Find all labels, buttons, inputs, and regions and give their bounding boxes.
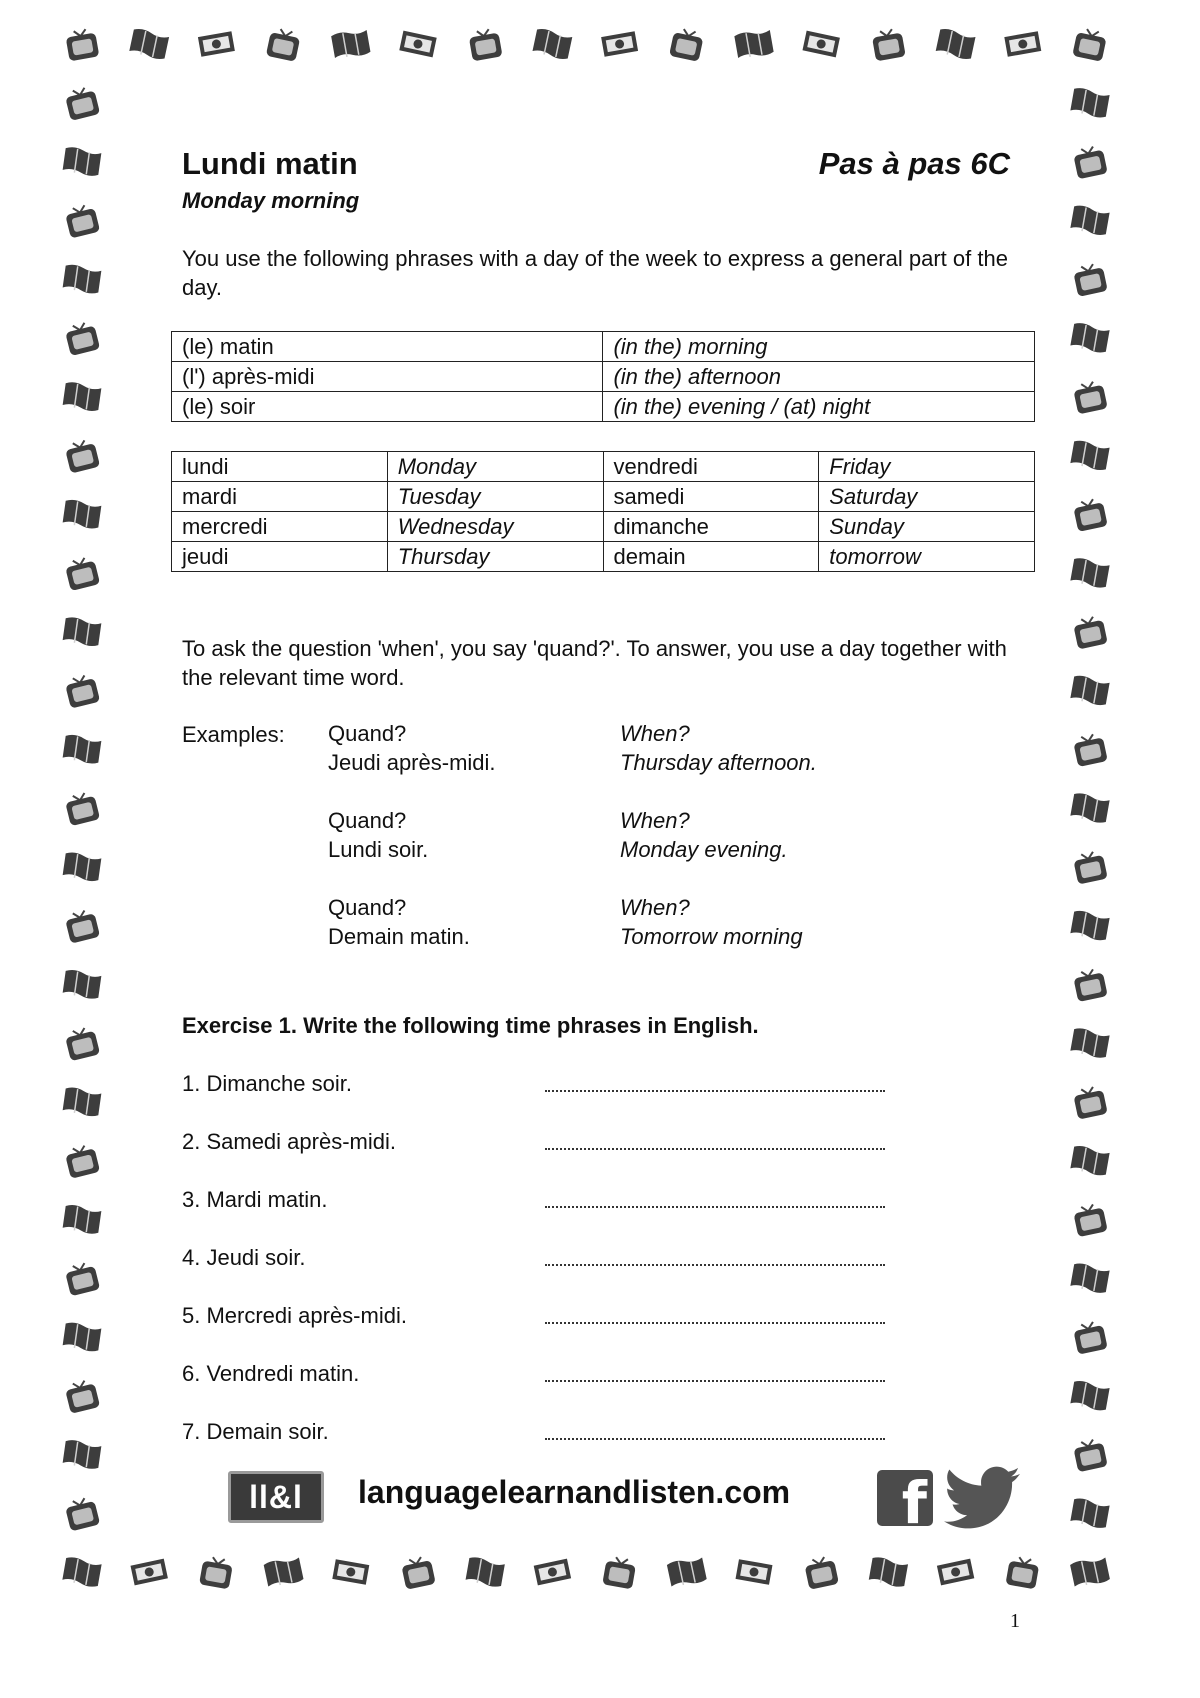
flag-icon (62, 1204, 101, 1235)
table-row (172, 392, 1035, 422)
french-cell: mardi (172, 482, 388, 512)
tv-icon (199, 1556, 234, 1590)
flag-icon (62, 381, 101, 412)
french-cell: samedi (603, 482, 819, 512)
tv-icon (64, 908, 100, 943)
example-question: When? (620, 808, 690, 833)
table-row (172, 362, 1035, 392)
banknote-icon (736, 1559, 773, 1585)
french-cell: mercredi (172, 512, 388, 542)
banknote-icon (1004, 31, 1041, 57)
tv-icon (1005, 1556, 1040, 1590)
flag-icon (1070, 204, 1110, 236)
example-answer: Tomorrow morning (620, 924, 803, 949)
french-cell: demain (603, 542, 819, 572)
tv-icon (64, 791, 100, 826)
flag-icon (1070, 322, 1110, 354)
banknote-icon (534, 1559, 571, 1586)
tv-icon (64, 1496, 100, 1531)
french-cell: (l') après-midi (172, 362, 603, 392)
facebook-letter: f (901, 1470, 927, 1526)
tv-icon (1072, 1320, 1107, 1355)
flag-icon (62, 1086, 101, 1117)
example-answer: Demain matin. (328, 924, 470, 949)
flag-icon (1070, 1497, 1110, 1529)
table-row (172, 332, 1035, 362)
example-question: When? (620, 721, 690, 746)
banknote-icon (601, 31, 638, 57)
banknote-icon (198, 31, 235, 57)
english-cell: Tuesday (387, 482, 603, 512)
french-cell: jeudi (172, 542, 388, 572)
english-cell: Monday (387, 452, 603, 482)
english-cell: Saturday (819, 482, 1035, 512)
tv-icon (468, 28, 503, 62)
flag-icon (62, 1322, 101, 1353)
flag-icon (62, 499, 101, 530)
exercise-item: 3. Mardi matin. (182, 1187, 328, 1212)
flag-icon (1070, 439, 1110, 471)
flag-icon (465, 1556, 505, 1588)
table-row (172, 512, 1035, 542)
tv-icon (871, 28, 906, 62)
tv-icon (64, 438, 100, 473)
english-cell: (in the) morning (603, 332, 1035, 362)
french-cell: lundi (172, 452, 388, 482)
flag-icon (62, 969, 101, 1000)
answer-line[interactable] (545, 1206, 885, 1208)
intro-text: You use the following phrases with a day of the week to express a general part of the day. (182, 246, 1008, 300)
tv-icon (65, 28, 100, 62)
french-cell: vendredi (603, 452, 819, 482)
flag-icon (62, 734, 101, 765)
tv-icon (1072, 380, 1107, 415)
tv-icon (804, 1555, 839, 1590)
flag-icon (331, 28, 371, 60)
example-french (328, 719, 496, 777)
flag-icon (1070, 1556, 1111, 1589)
flag-icon (666, 1556, 707, 1589)
flag-icon (1070, 1380, 1110, 1412)
examples-label: Examples: (182, 722, 285, 747)
tv-icon (1072, 850, 1107, 885)
tv-icon (1072, 27, 1107, 62)
example-french (328, 806, 428, 864)
days-table (171, 451, 1035, 572)
tv-icon (64, 673, 100, 708)
flag-icon (1070, 1145, 1110, 1177)
example-english (620, 893, 803, 951)
english-cell: (in the) evening / (at) night (603, 392, 1035, 422)
flag-icon (1070, 557, 1110, 589)
site-url[interactable]: languagelearnandlisten.com (358, 1474, 791, 1510)
tv-icon (1072, 1438, 1107, 1473)
table-row (172, 452, 1035, 482)
example-question: Quand? (328, 808, 407, 833)
banknote-icon (399, 31, 436, 58)
english-cell: Wednesday (387, 512, 603, 542)
flag-icon (532, 28, 573, 61)
exercise-item: 2. Samedi après-midi. (182, 1129, 396, 1154)
page-title: Lundi matin (182, 146, 358, 181)
answer-line[interactable] (545, 1264, 885, 1266)
tv-icon (64, 86, 100, 121)
flag-icon (129, 28, 170, 61)
example-answer: Thursday afternoon. (620, 750, 817, 775)
site-logo: ll&l (228, 1471, 324, 1523)
english-cell: Friday (819, 452, 1035, 482)
flag-icon (62, 146, 101, 177)
exercise-heading: Exercise 1. Write the following time phrases in English. (182, 1013, 759, 1038)
flag-icon (62, 616, 101, 647)
english-cell: Thursday (387, 542, 603, 572)
flag-icon (868, 1556, 908, 1588)
exercise-item: 7. Demain soir. (182, 1419, 329, 1444)
tv-icon (1072, 262, 1107, 297)
tv-icon (64, 321, 100, 356)
tv-icon (1072, 1203, 1107, 1238)
banknote-icon (130, 1559, 167, 1586)
flag-icon (62, 264, 101, 295)
tv-icon (1072, 145, 1107, 180)
example-question: Quand? (328, 895, 407, 920)
lesson-code: Pas à pas 6C (818, 146, 1010, 181)
flag-icon (1070, 792, 1110, 824)
answer-line[interactable] (545, 1148, 885, 1150)
table-row (172, 542, 1035, 572)
example-answer: Lundi soir. (328, 837, 429, 862)
flag-icon (1070, 675, 1110, 707)
facebook-icon[interactable] (877, 1470, 933, 1526)
answer-line[interactable] (545, 1438, 885, 1440)
example-french (328, 893, 470, 951)
tv-icon (1072, 615, 1107, 650)
question-explanation: To ask the question 'when', you say 'quand?'. To answer, you use a day together with the relevant time word. (182, 636, 1007, 690)
exercise-item: 5. Mercredi après-midi. (182, 1303, 407, 1328)
tv-icon (266, 27, 301, 62)
flag-icon (1070, 87, 1110, 119)
page-number: 1 (1010, 1610, 1020, 1632)
banknote-icon (802, 31, 839, 58)
example-english (620, 806, 788, 864)
tv-icon (64, 1026, 100, 1061)
tv-icon (1072, 1085, 1107, 1120)
example-question: When? (620, 895, 690, 920)
tv-icon (1072, 967, 1107, 1002)
flag-icon (62, 1439, 101, 1470)
flag-icon (935, 28, 976, 61)
exercise-item: 4. Jeudi soir. (182, 1245, 306, 1270)
french-cell: (le) matin (172, 332, 603, 362)
tv-icon (64, 1378, 100, 1413)
flag-icon (734, 28, 774, 60)
answer-line[interactable] (545, 1380, 885, 1382)
english-cell: tomorrow (819, 542, 1035, 572)
french-cell: (le) soir (172, 392, 603, 422)
example-answer: Monday evening. (620, 837, 788, 862)
tv-icon (602, 1556, 637, 1590)
tv-icon (1072, 497, 1107, 532)
flag-icon (263, 1556, 304, 1589)
tv-icon (64, 1143, 100, 1178)
tv-icon (669, 27, 704, 62)
english-cell: (in the) afternoon (603, 362, 1035, 392)
twitter-icon[interactable] (944, 1466, 1020, 1530)
flag-icon (1070, 1027, 1110, 1059)
english-cell: Sunday (819, 512, 1035, 542)
tv-icon (1072, 732, 1107, 767)
flag-icon (1070, 910, 1110, 942)
tv-icon (64, 203, 100, 238)
tv-icon (400, 1555, 435, 1590)
exercise-item: 1. Dimanche soir. (182, 1071, 352, 1096)
flag-icon (62, 851, 101, 882)
banknote-icon (332, 1559, 369, 1585)
french-cell: dimanche (603, 512, 819, 542)
example-answer: Jeudi après-midi. (328, 750, 496, 775)
flag-icon (1070, 1262, 1110, 1294)
flag-icon (62, 1556, 102, 1588)
example-english (620, 719, 817, 777)
answer-line[interactable] (545, 1090, 885, 1092)
tv-icon (64, 556, 100, 591)
time-phrases-table (171, 331, 1035, 422)
exercise-item: 6. Vendredi matin. (182, 1361, 360, 1386)
page-subtitle: Monday morning (182, 188, 360, 213)
answer-line[interactable] (545, 1322, 885, 1324)
tv-icon (64, 1261, 100, 1296)
table-row (172, 482, 1035, 512)
banknote-icon (937, 1559, 974, 1586)
example-question: Quand? (328, 721, 407, 746)
